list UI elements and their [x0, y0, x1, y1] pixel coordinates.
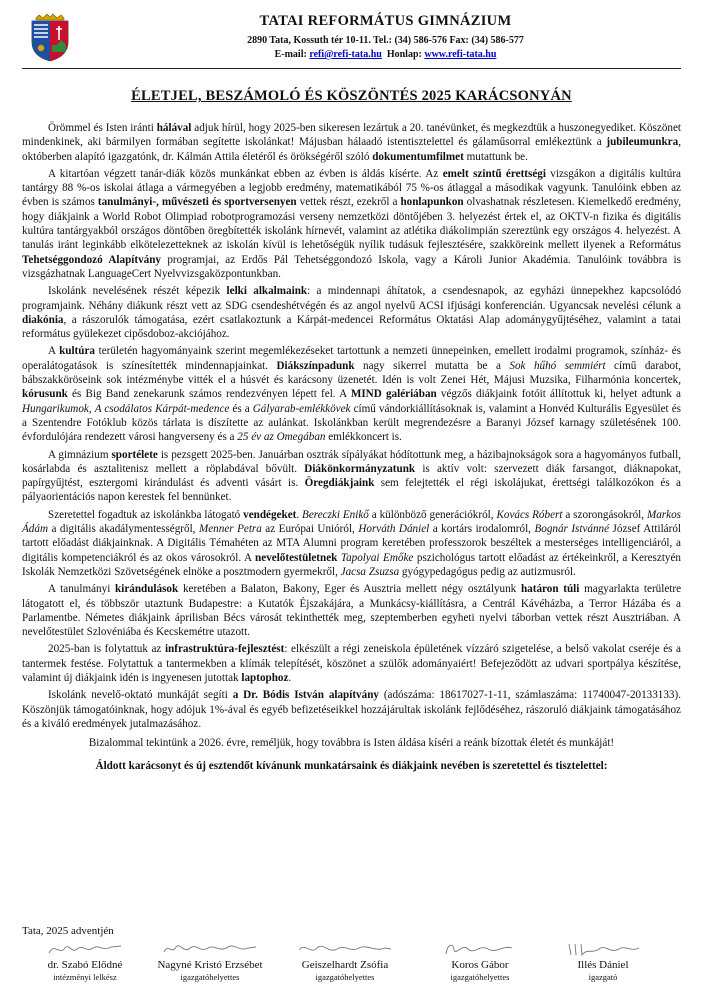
signer-name: Illés Dániel: [577, 959, 629, 971]
bold-text: infrastruktúra-fejlesztést: [164, 643, 285, 656]
italic-text: Gályarab-emlékkövek: [252, 402, 351, 415]
text-run: nagy sikerrel mutatta be a: [354, 359, 510, 372]
bold-text: jubileumunkra: [606, 136, 679, 149]
paragraph: [22, 284, 681, 341]
bold-text: dokumentumfilmet: [372, 150, 464, 163]
italic-text: Tapolyai Emőke: [340, 551, 414, 564]
bold-text: Diákszínpadunk: [276, 359, 355, 372]
paragraph: [22, 344, 681, 444]
bold-text: vendégeket: [243, 508, 297, 521]
text-run: 2025-ban is folytattuk az: [48, 643, 165, 656]
signature-icon: [160, 940, 260, 958]
text-run: pszichológus tartott előadást az értékeinkről, a Keresztyén Iskolák Nemzetközi Szövetségének elnöke a posztmodern gyermekről,: [22, 551, 681, 578]
text-run: : elkészült a régi zeneiskola épületének vízzáró szigetelése, a belső vakolat cseréje és a tantermek festése. Folytattuk a tantermekben a klímák telepítését, köszönet a szülők adományaiért! Befejeződött az udvari sportpálya készítése, valamint új diákjaink idén is ingyenesen jutottak: [22, 643, 681, 684]
italic-text: Jacsa Zsuzsa: [340, 565, 400, 578]
text-run: a kortárs irodalomról,: [429, 523, 535, 536]
text-run: Iskolánk nevelésének részét képezik: [48, 285, 227, 298]
italic-text: Menner Petra: [198, 523, 262, 536]
italic-text: A csodálatos Kárpát-medence: [94, 402, 230, 415]
school-address: 2890 Tata, Kossuth tér 10-11. Tel.: (34) 586-576 Fax: (34) 586-577: [247, 35, 524, 46]
text-run: adjuk hírül, hogy 2025-ben sikeresen lezártuk a 20. tanévünket, és megkezdtük a huszonegyediket. Köszönet mindenkinek, aki bármilyen formában segítette iskolánkat! Májusban hálaadó istentisztelettel és gálaműsorral emlékeztünk a: [22, 122, 681, 149]
signer-role: igazgatóhelyettes: [315, 972, 375, 982]
web-label: Honlap:: [386, 49, 422, 60]
bold-text: sportélete: [111, 448, 158, 461]
text-run: az Európai Unióról,: [261, 523, 359, 536]
italic-text: Horváth Dániel: [358, 523, 430, 536]
text-run: keretében a Balaton, Bakony, Eger és Ausztria mellett négy osztályunk: [178, 583, 521, 596]
text-run: Szeretettel fogadtuk az iskolánkba látogató: [48, 508, 244, 521]
bold-text: tanulmányi-, művészeti és sportversenyen: [97, 196, 297, 209]
signature-block: [30, 940, 140, 983]
text-run: a különböző generációkról,: [368, 508, 497, 521]
paragraph: [22, 642, 681, 685]
text-run: programjai, az Erdős Pál Tehetséggondozó Iskola, vagy a Károli Junior Akadémia. Tanulóink továbbra is vizsgázhatnak LanguageCert Nyelvvizsgaközpontunkban.: [22, 253, 681, 280]
signer-role: igazgatóhelyettes: [180, 972, 240, 982]
text-run: A gimnázium: [48, 448, 112, 461]
letter-body: [22, 121, 681, 777]
bold-text: hálával: [156, 122, 192, 134]
header-divider: [22, 68, 681, 69]
signature-icon: [563, 940, 643, 958]
paragraph: [22, 688, 681, 731]
coat-of-arms-icon: [28, 12, 72, 62]
letterhead: [80, 12, 691, 62]
text-run: : a mindennapi áhítatok, a csendesnapok, az egyházi ünnepekhez kapcsolódó programjaink. Néhány diákunk részt vett az SDG csendeshétvégén és az angol nyelvű ACSI ifjúsági konferencián. Ugyancsak nevelési célunk a: [22, 285, 682, 312]
bold-text: Diákönkormányzatunk: [304, 462, 416, 475]
text-run: .: [296, 508, 303, 521]
bold-text: MIND galériában: [350, 388, 437, 401]
text-run: is pezsgett 2025-ben. Januárban osztrák sípályákat hódítottunk meg, a házibajnokságok sora a hagyományos futball, kosárlabda és asztalitenisz mellett a röplabdával bővült.: [22, 448, 681, 475]
text-run: vizsgákon a digitális kultúra tantárgy 88 %-os iskolai átlaga a vármegyében a legjobb eredmény, matematikából 75 %-os átlaggal a másodikak vagyunk. Tanulóink ebben az évben is számos: [22, 167, 681, 209]
text-run: , a rászorulók támogatása, ezért csatlakoztunk a Kárpát-medencei Református Oktatási Alap adománygyűjtéséhez, valamint a tatai református gyülekezet cipősdoboz-akciójához.: [22, 313, 681, 341]
place-date: Tata, 2025 adventjén: [22, 925, 114, 937]
paragraph: [22, 448, 681, 505]
text-run: A tanulmányi: [48, 583, 116, 596]
signer-role: igazgatóhelyettes: [450, 972, 510, 982]
italic-text: Bognár Istvánné: [534, 523, 610, 536]
text-run: végzős diákjaink fotóit állítottuk ki, helyet adtunk a: [436, 388, 681, 401]
text-run: a digitális akadálymentességről,: [48, 523, 199, 536]
text-run: Örömmel és Isten iránti: [48, 122, 157, 134]
email-link[interactable]: refi@refi-tata.hu: [309, 49, 382, 60]
text-run: és a: [229, 402, 253, 415]
paragraph: [22, 167, 681, 281]
text-run: és Big Band zenekarunk számos rendezvényen lépett fel. A: [67, 388, 351, 401]
text-run: .: [288, 671, 292, 684]
email-label: E-mail:: [274, 49, 307, 60]
bold-text: lelki alkalmaink: [226, 285, 308, 298]
christmas-greeting: Áldott karácsonyt és új esztendőt kívánunk munkatársaink és diákjaink nevében is szeretettel és tisztelettel:: [95, 760, 608, 773]
paragraph: [22, 121, 681, 164]
bold-text: laptophoz: [241, 671, 289, 684]
bold-text: határon túli: [520, 583, 580, 596]
signature-block: [290, 940, 400, 983]
italic-text: Markos Ádám: [22, 508, 681, 536]
text-run: emlékkoncert is.: [325, 431, 402, 444]
signature-icon: [295, 940, 395, 958]
document-title: ÉLETJEL, BESZÁMOLÓ ÉS KÖSZÖNTÉS 2025 KARÁCSONYÁN: [131, 88, 572, 104]
text-run: (adószáma: 18617027-1-11, számlaszáma: 11740047-20133133). Köszönjük támogatóinknak, hogy adójuk 1%-ával és egyéb befizetéseikkel hozzájárultak iskolánk fejlődéséhez, rászoruló diákjaink támogatásához és a kiváló eredmények jutalmazásához.: [22, 689, 682, 730]
signature-block: [155, 940, 265, 983]
bold-text: kirándulások: [115, 583, 179, 596]
bold-text: honlapunkon: [400, 196, 464, 209]
school-name: TATAI REFORMÁTUS GIMNÁZIUM: [259, 13, 512, 29]
signature-icon: [45, 940, 125, 958]
italic-text: Hungarikumok: [22, 402, 89, 415]
italic-text: 25 év az Omegában: [237, 431, 326, 444]
signer-name: Nagyné Kristó Erzsébet: [157, 959, 263, 971]
bold-text: nevelőtestületnek: [255, 551, 338, 564]
text-run: A kitartóan végzett tanár-diák közös munkánkat ebben az évben is áldás kísérte. Az: [48, 167, 443, 180]
text-run: vettek részt, ezekről a: [296, 196, 401, 209]
paragraph: [22, 508, 681, 579]
signature-block: [425, 940, 535, 983]
text-run: gyógypedagógus pedig az autizmusról.: [399, 565, 576, 578]
signer-role: igazgató: [588, 972, 618, 982]
bold-text: diakónia: [22, 313, 64, 326]
text-run: című darabot, bábszakköröseink sok intézménybe vitték el a húsvét és karácsony üzenetét. Idén is volt Zenei Hét, Májusi Muzsika, Filharmónia koncertek,: [22, 359, 682, 387]
text-run: olvashatnak részletesen. Kiemelkedő eredmény, hogy diákjaink a World Robot Olimpiad robotprogramozási verseny nemzetközi döntőjében 3. helyezést értek el, az OKTV-n fizika és digitális kultúra tantárgyakból országos döntőben öregbítették iskolánk hírnevét, valamint az atlétika diákolimpián szereztünk egy országos 4. helyezést. A tanulás iránt leginkább elkötelezetteknek az iskolán kívül is lehetőségük nyílik tudásuk fejlesztésére, szakköreink mellett ilyenek a Református: [22, 196, 681, 252]
text-run: is aktív volt: szervezett diák farsangot, diáknapokat, papírgyűjtést, esztergomi kirándulást és adventi vásárt is.: [22, 462, 681, 490]
italic-text: Sok hűhó semmiért: [509, 359, 606, 372]
text-run: , októberben alapító igazgatónk, dr. Kálmán Attila életéről és örökségéről szóló: [22, 136, 681, 163]
bold-text: Tehetséggondozó Alapítvány: [22, 253, 161, 266]
signature-icon: [440, 940, 520, 958]
text-run: magyarlakta területre látogatott el, és többször utaztunk Budapestre: a Kutatók Éjszakájára, a Munkácsy-kiállításra, a Centrál Kávéházba, a Terror Házába és a Parlamentbe. Németes diákjaink áprilisban Bécs városát tekinthették meg, szeptemberben egyheti nyelvi táborban vettek részt Ausztriában. A nevelőtestület Szlovéniába és Kecskemétre utazott.: [22, 583, 682, 639]
contact-line: [80, 48, 691, 62]
bold-text: kultúra: [59, 345, 95, 358]
text-run: A: [48, 345, 60, 358]
text-run: mutattunk be.: [463, 150, 528, 163]
closing-sentence: Bizalommal tekintünk a 2026. évre, reméljük, hogy továbbra is Isten áldása kíséri a reánk bízottak életét és munkáját!: [88, 737, 615, 750]
signer-role: intézményi lelkész: [53, 972, 117, 982]
web-link[interactable]: www.refi-tata.hu: [424, 49, 497, 60]
signature-block: [548, 940, 658, 983]
text-run: Iskolánk nevelő-oktató munkáját segíti: [48, 689, 233, 702]
text-run: sem felejtették el régi iskolájukat, érettségi találkozókon és a pályaorientációs napon kerestek fel bennünket.: [22, 477, 681, 504]
italic-text: Bereczki Enikő: [302, 508, 369, 521]
signer-name: dr. Szabó Elődné: [47, 959, 123, 971]
text-run: József Attiláról tartott előadást diákjainknak. A Digitális Témahéten az MTA Alumni program keretében professzorok beszéltek a mesterséges intelligenciáról, a digitális kompetenciákról és az okos városokról. A: [22, 523, 681, 564]
paragraph: [22, 582, 681, 639]
italic-text: Kovács Róbert: [496, 508, 563, 521]
bold-text: kórusunk: [22, 388, 68, 401]
signer-name: Koros Gábor: [451, 959, 509, 971]
text-run: című vándorkiállításoknak is, valamint a Honvéd Kulturális Egyesület és a Szentendre Fotóklub közös tárlata is díszítette az aulánkat. Iskolánkban került megrendezésre a Baranyi József karnagy születésének 100. évfordulójára rendezett városi hangverseny és a: [22, 402, 681, 444]
text-run: a szorongásokról,: [562, 508, 647, 521]
signer-name: Geiszelhardt Zsófia: [301, 959, 389, 971]
text-run: ,: [88, 402, 95, 415]
text-run: területén hagyományaink szerint megemlékezéseket tartottunk a nemzeti ünnepeinken, emellett irodalmi programok, színház- és operalátogatások is színesítették mindennapjainkat.: [22, 345, 681, 372]
bold-text: emelt szintű érettségi: [442, 167, 546, 180]
bold-text: Öregdiákjaink: [304, 477, 375, 490]
bold-text: a Dr. Bódis István alapítvány: [232, 689, 379, 702]
